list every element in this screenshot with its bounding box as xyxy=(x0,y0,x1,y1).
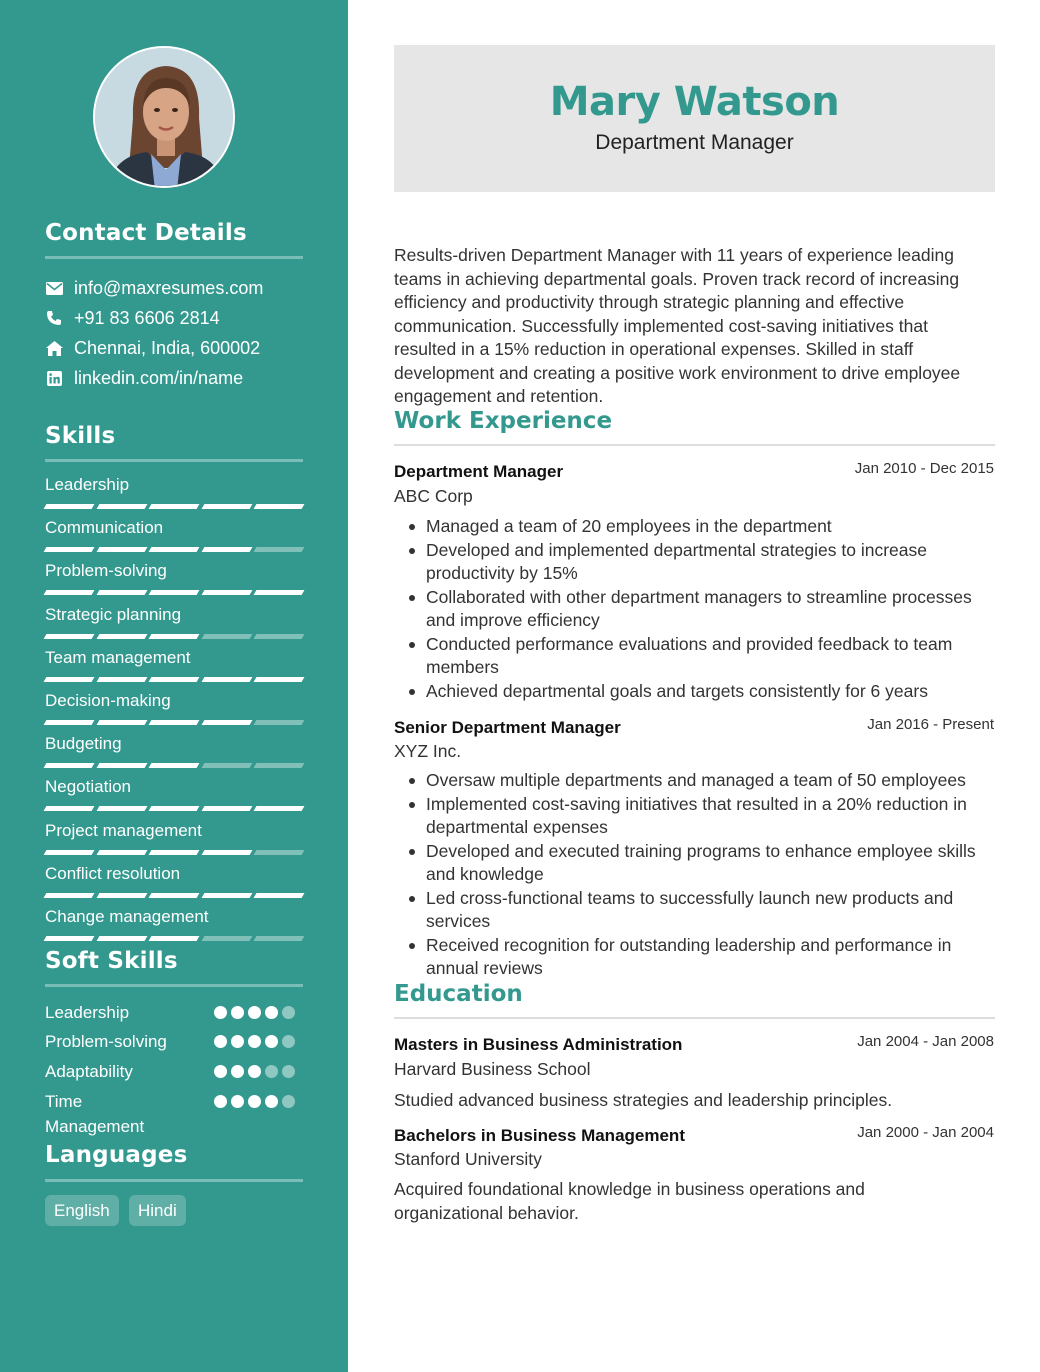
rating-dot xyxy=(231,1095,244,1108)
skill-level-segment xyxy=(254,806,304,811)
contact-linkedin-text: linkedin.com/in/name xyxy=(74,367,244,388)
skill-level-segment xyxy=(44,720,94,725)
skill-level-segment xyxy=(254,936,304,941)
skill-name: Leadership xyxy=(45,475,130,494)
contact-address xyxy=(45,336,260,360)
skill-level-segment xyxy=(44,677,94,682)
skill-level-segment xyxy=(44,936,94,941)
skills-divider xyxy=(45,459,303,462)
degree-description: Studied advanced business strategies and leadership principles. xyxy=(394,1090,893,1110)
degree-dates: Jan 2004 - Jan 2008 xyxy=(857,1033,994,1050)
rating-dot xyxy=(265,1095,278,1108)
skill-name: Conflict resolution xyxy=(45,863,181,883)
candidate-name: Mary Watson xyxy=(549,79,840,125)
work-divider xyxy=(394,444,995,446)
skill-level-segment xyxy=(96,850,146,855)
skill-level-segment xyxy=(149,763,199,768)
skill-level-segment xyxy=(96,547,146,552)
skill-level-segment xyxy=(201,547,251,552)
envelope-icon xyxy=(45,279,63,297)
skill-level-segment xyxy=(254,590,304,595)
skill-level-segment xyxy=(201,590,251,595)
languages-divider xyxy=(45,1179,303,1182)
job-dates: Jan 2010 - Dec 2015 xyxy=(854,460,994,477)
soft-skills-heading: Soft Skills xyxy=(45,948,178,974)
rating-dot xyxy=(214,1035,227,1048)
skill-level-segment xyxy=(254,547,304,552)
skill-level-bar xyxy=(45,547,303,553)
soft-skill-name: Problem-solving xyxy=(45,1032,167,1051)
school-name: Harvard Business School xyxy=(394,1059,591,1079)
contact-divider xyxy=(45,256,303,259)
skill-level-segment xyxy=(201,504,251,509)
job-bullets xyxy=(394,769,995,981)
skill-level-segment xyxy=(149,850,199,855)
contact-email-text: info@maxresumes.com xyxy=(74,277,264,298)
skill-level-bar xyxy=(45,590,303,596)
skill-level-segment xyxy=(149,893,199,898)
skill-level-segment xyxy=(201,936,251,941)
skill-level-segment xyxy=(44,893,94,898)
skill-level-segment xyxy=(201,677,251,682)
rating-dot xyxy=(248,1095,261,1108)
soft-skill-rating xyxy=(214,1065,295,1078)
skill-level-segment xyxy=(44,504,94,509)
skill-level-segment xyxy=(96,936,146,941)
degree-dates: Jan 2000 - Jan 2004 xyxy=(857,1124,994,1141)
rating-dot xyxy=(231,1065,244,1078)
skill-level-segment xyxy=(149,504,199,509)
skill-level-segment xyxy=(44,850,94,855)
skill-level-segment xyxy=(201,893,251,898)
skill-level-segment xyxy=(149,806,199,811)
rating-dot xyxy=(248,1035,261,1048)
skill-level-segment xyxy=(96,893,146,898)
skill-level-segment xyxy=(254,850,304,855)
linkedin-icon xyxy=(45,369,63,387)
skill-name: Negotiation xyxy=(45,777,132,797)
skill-level-bar xyxy=(45,634,303,640)
job-bullet: Received recognition for outstanding leadership and performance in annual reviews xyxy=(394,934,995,981)
rating-dot xyxy=(282,1035,295,1048)
skill-level-segment xyxy=(201,634,251,639)
skill-level-segment xyxy=(149,590,199,595)
rating-dot xyxy=(265,1065,278,1078)
skill-level-segment xyxy=(44,806,94,811)
skill-level-bar xyxy=(45,936,303,942)
degree-description: Acquired foundational knowledge in business operations and organizational behavior. xyxy=(394,1179,865,1223)
candidate-title: Department Manager xyxy=(595,131,794,154)
skill-name: Project management xyxy=(45,820,202,840)
job-bullet: Developed and implemented departmental strategies to increase productivity by 15% xyxy=(394,539,995,586)
skill-name: Communication xyxy=(45,518,164,538)
language-chip: English xyxy=(45,1195,119,1226)
rating-dot xyxy=(214,1006,227,1019)
soft-skill-rating xyxy=(214,1006,295,1019)
skill-level-bar xyxy=(45,763,303,769)
soft-skill-name: Adaptability xyxy=(45,1062,133,1081)
rating-dot xyxy=(214,1095,227,1108)
rating-dot xyxy=(282,1095,295,1108)
work-heading: Work Experience xyxy=(394,408,613,434)
job-bullet: Conducted performance evaluations and provided feedback to team members xyxy=(394,633,995,680)
skill-level-segment xyxy=(44,634,94,639)
rating-dot xyxy=(231,1035,244,1048)
job-dates: Jan 2016 - Present xyxy=(867,716,994,733)
soft-skill-name: Time Management xyxy=(45,1092,145,1136)
home-icon xyxy=(45,339,63,357)
degree-title: Masters in Business Administration xyxy=(394,1035,683,1054)
soft-skill-name: Leadership xyxy=(45,1003,130,1022)
sidebar xyxy=(0,0,348,1372)
degree-title: Bachelors in Business Management xyxy=(394,1126,685,1145)
job-company: XYZ Inc. xyxy=(394,741,462,761)
rating-dot xyxy=(214,1065,227,1078)
rating-dot xyxy=(265,1035,278,1048)
skill-name: Decision-making xyxy=(45,691,171,710)
skill-level-segment xyxy=(254,893,304,898)
job-bullet: Led cross-functional teams to successfully launch new products and services xyxy=(394,887,995,934)
contact-email[interactable] xyxy=(45,276,263,300)
skill-level-segment xyxy=(201,720,251,725)
job-bullet: Developed and executed training programs to enhance employee skills and knowledge xyxy=(394,840,995,887)
skill-level-segment xyxy=(254,677,304,682)
skill-level-bar xyxy=(45,806,303,812)
rating-dot xyxy=(282,1065,295,1078)
skill-level-segment xyxy=(96,634,146,639)
skill-level-segment xyxy=(96,590,146,595)
rating-dot xyxy=(248,1006,261,1019)
skill-level-segment xyxy=(149,677,199,682)
skill-level-segment xyxy=(149,936,199,941)
skill-level-segment xyxy=(96,806,146,811)
skill-level-segment xyxy=(44,590,94,595)
soft-skill-rating xyxy=(214,1095,295,1108)
skill-level-bar xyxy=(45,504,303,510)
skill-name: Team management xyxy=(45,647,191,667)
rating-dot xyxy=(265,1006,278,1019)
contact-address-text: Chennai, India, 600002 xyxy=(74,337,261,358)
skill-level-segment xyxy=(96,720,146,725)
job-title: Department Manager xyxy=(394,462,564,481)
skill-level-segment xyxy=(44,547,94,552)
profile-photo xyxy=(93,46,235,188)
contact-linkedin[interactable] xyxy=(45,366,243,390)
skill-level-segment xyxy=(201,806,251,811)
soft-skill-rating xyxy=(214,1035,295,1048)
skill-level-segment xyxy=(149,547,199,552)
skill-level-segment xyxy=(96,677,146,682)
soft-skills-divider xyxy=(45,984,303,987)
language-chip: Hindi xyxy=(129,1195,186,1226)
job-bullet: Managed a team of 20 employees in the department xyxy=(394,515,995,539)
skill-level-segment xyxy=(254,504,304,509)
skill-name: Budgeting xyxy=(45,734,122,754)
rating-dot xyxy=(248,1065,261,1078)
name-header xyxy=(394,45,995,192)
summary: Results-driven Department Manager with 11 years of experience leading teams in achieving departmental goals. Proven track record of increasing efficiency and productivity through strategic planning and effective communication. Successfully implemented cost-saving initiatives that resulted in a 15% reduction in operational expenses. Skilled in staff development and creating a positive work environment to drive employee engagement and retention. xyxy=(394,245,961,406)
phone-icon xyxy=(45,309,63,327)
skill-level-segment xyxy=(201,763,251,768)
skills-heading: Skills xyxy=(45,423,116,449)
education-divider xyxy=(394,1017,995,1019)
languages-heading: Languages xyxy=(45,1142,188,1168)
skill-level-segment xyxy=(96,763,146,768)
skill-level-bar xyxy=(45,720,303,726)
contact-phone[interactable] xyxy=(45,306,220,330)
skill-name: Strategic planning xyxy=(45,604,182,624)
skill-name: Problem-solving xyxy=(45,561,167,581)
contact-heading: Contact Details xyxy=(45,220,247,246)
skill-level-bar xyxy=(45,893,303,899)
skill-level-segment xyxy=(149,634,199,639)
skill-name: Change management xyxy=(45,907,209,926)
skill-level-segment xyxy=(254,634,304,639)
rating-dot xyxy=(282,1006,295,1019)
education-heading: Education xyxy=(394,981,523,1007)
skill-level-segment xyxy=(254,763,304,768)
job-bullet: Oversaw multiple departments and managed a team of 50 employees xyxy=(394,769,995,793)
school-name: Stanford University xyxy=(394,1149,542,1169)
skill-level-bar xyxy=(45,850,303,856)
job-bullet: Implemented cost-saving initiatives that resulted in a 20% reduction in departmental expenses xyxy=(394,793,995,840)
skill-level-segment xyxy=(254,720,304,725)
skill-level-segment xyxy=(44,763,94,768)
skill-level-segment xyxy=(201,850,251,855)
job-bullets xyxy=(394,515,995,703)
rating-dot xyxy=(231,1006,244,1019)
skill-level-segment xyxy=(96,504,146,509)
job-company: ABC Corp xyxy=(394,486,473,506)
skill-level-segment xyxy=(149,720,199,725)
job-bullet: Collaborated with other department managers to streamline processes and improve efficiency xyxy=(394,586,995,633)
skill-level-bar xyxy=(45,677,303,683)
contact-phone-text: +91 83 6606 2814 xyxy=(74,307,220,328)
job-bullet: Achieved departmental goals and targets consistently for 6 years xyxy=(394,680,995,704)
job-title: Senior Department Manager xyxy=(394,718,621,737)
